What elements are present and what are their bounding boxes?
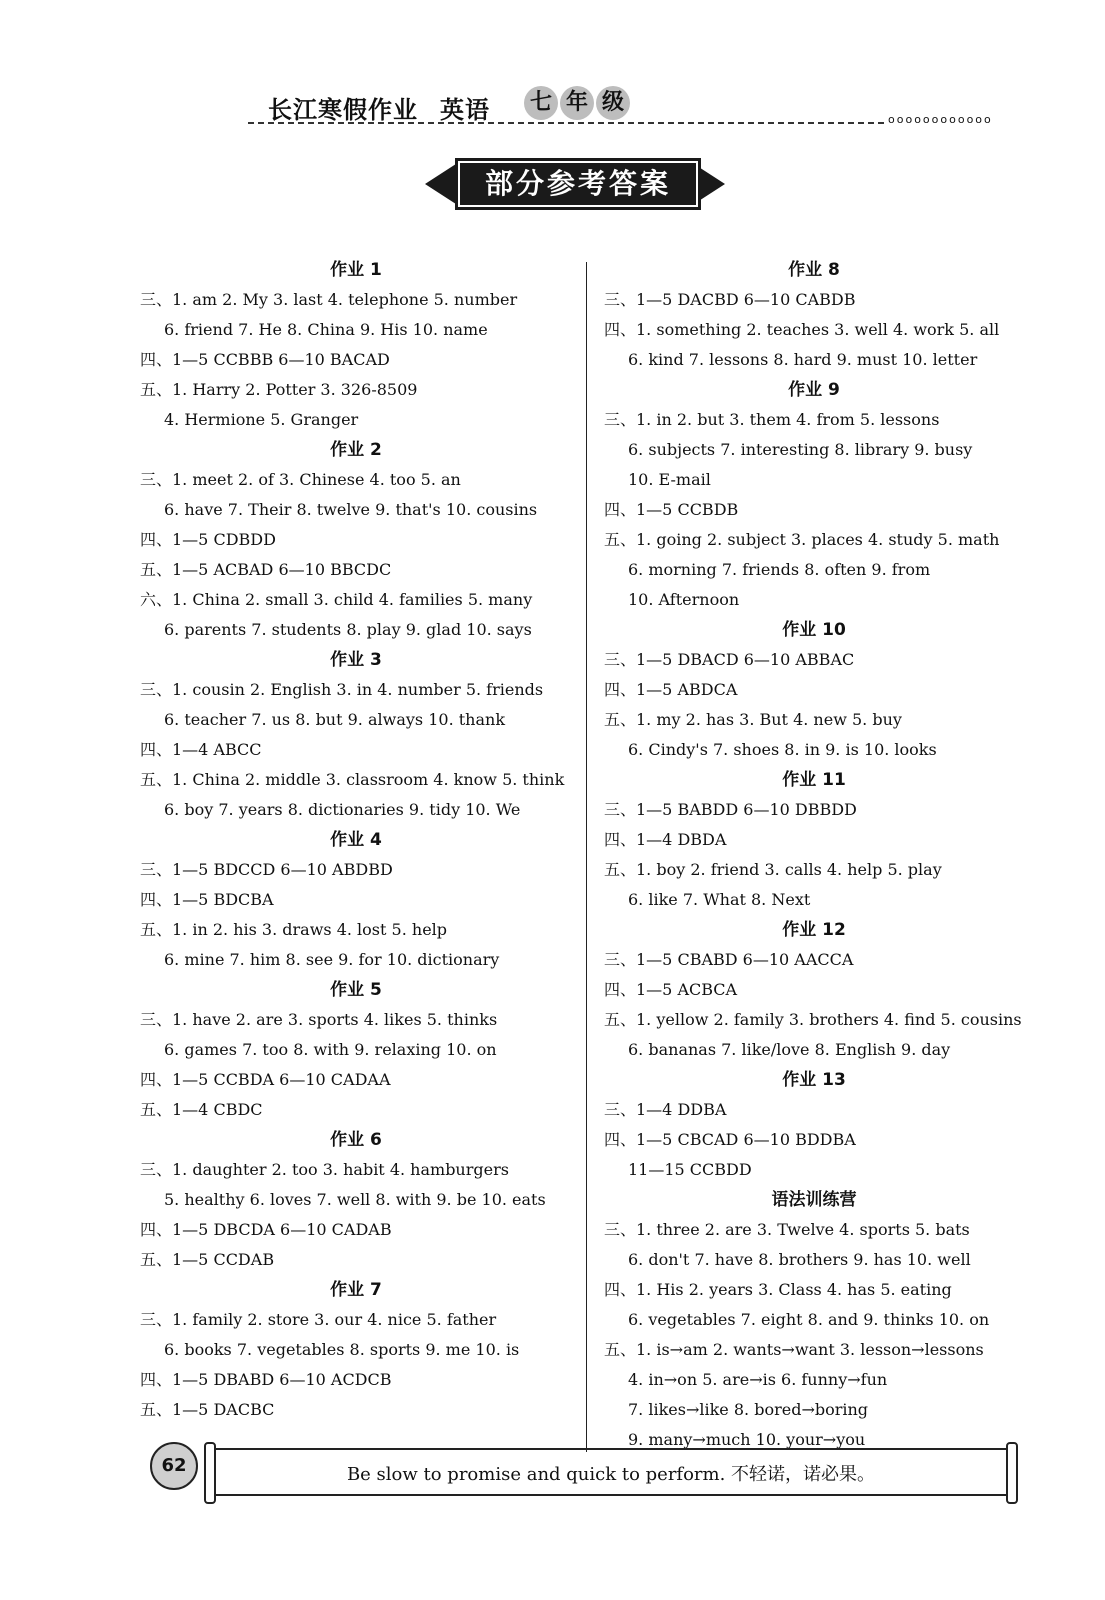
answer-line: 三、1. three 2. are 3. Twelve 4. sports 5. bats xyxy=(604,1220,970,1239)
answer-line: 6. Cindy's 7. shoes 8. in 9. is 10. looks xyxy=(628,740,937,759)
book-name: 长江寒假作业 xyxy=(268,96,418,124)
left-answer-column xyxy=(140,255,572,1425)
answer-line: 五、1—4 CBDC xyxy=(140,1100,263,1119)
answer-line: 6. teacher 7. us 8. but 9. always 10. thank xyxy=(164,710,506,729)
subject-name: 英语 xyxy=(440,96,490,124)
section-title: 作业 6 xyxy=(330,1130,382,1150)
answer-line: 11—15 CCBDD xyxy=(628,1160,752,1179)
answer-line: 四、1—4 ABCC xyxy=(140,740,262,759)
answer-line: 6. morning 7. friends 8. often 9. from xyxy=(628,560,931,579)
grade-char: 年 xyxy=(560,86,594,120)
answer-line: 三、1—5 DACBD 6—10 CABDB xyxy=(604,290,856,309)
answer-line: 五、1—5 DACBC xyxy=(140,1400,275,1419)
answer-line: 三、1—4 DDBA xyxy=(604,1100,727,1119)
answer-line: 三、1. meet 2. of 3. Chinese 4. too 5. an xyxy=(140,470,461,489)
answer-line: 五、1—5 ACBAD 6—10 BBCDC xyxy=(140,560,392,579)
answer-line: 五、1. yellow 2. family 3. brothers 4. find 5. cousins xyxy=(604,1010,1022,1029)
answer-line: 四、1—5 ABDCA xyxy=(604,680,738,699)
answer-line: 6. mine 7. him 8. see 9. for 10. dictionary xyxy=(164,950,500,969)
scroll-end-right xyxy=(1006,1442,1018,1504)
header-dots: oooooooooooo xyxy=(888,113,993,126)
section-title: 作业 3 xyxy=(330,650,382,670)
answer-line: 四、1—5 DBABD 6—10 ACDCB xyxy=(140,1370,392,1389)
answers-banner xyxy=(425,158,725,212)
answer-line: 6. kind 7. lessons 8. hard 9. must 10. letter xyxy=(628,350,978,369)
motto-text: Be slow to promise and quick to perform. 不轻诺，诺必果。 xyxy=(346,1464,876,1485)
page-footer xyxy=(150,1438,1050,1508)
answer-line: 三、1. cousin 2. English 3. in 4. number 5. friends xyxy=(140,680,544,699)
answer-line: 四、1. something 2. teaches 3. well 4. work 5. all xyxy=(604,320,1000,339)
answer-line: 6. subjects 7. interesting 8. library 9. busy xyxy=(628,440,973,459)
answer-line: 五、1—5 CCDAB xyxy=(140,1250,275,1269)
banner-title: 部分参考答案 xyxy=(455,158,701,210)
answer-line: 6. like 7. What 8. Next xyxy=(628,890,811,909)
answer-line: 四、1—5 CBCAD 6—10 BDDBA xyxy=(604,1130,856,1149)
answer-line: 四、1—5 CDBDD xyxy=(140,530,276,549)
answer-line: 5. healthy 6. loves 7. well 8. with 9. be 10. eats xyxy=(164,1190,546,1209)
answer-line: 三、1. have 2. are 3. sports 4. likes 5. thinks xyxy=(140,1010,498,1029)
answer-line: 五、1. is→am 2. wants→want 3. lesson→lessons xyxy=(604,1340,984,1359)
answer-line: 五、1. Harry 2. Potter 3. 326-8509 xyxy=(140,380,418,399)
section-title: 语法训练营 xyxy=(771,1190,857,1210)
answer-line: 6. don't 7. have 8. brothers 9. has 10. well xyxy=(628,1250,971,1269)
section-title: 作业 2 xyxy=(330,440,382,460)
answer-line: 四、1—5 ACBCA xyxy=(604,980,738,999)
grade-badges xyxy=(524,86,630,120)
column-divider xyxy=(586,262,587,1452)
answer-line: 9. many→much 10. your→you xyxy=(628,1430,866,1449)
page-header xyxy=(0,0,1105,140)
motto-scroll xyxy=(216,1448,1006,1496)
section-title: 作业 4 xyxy=(330,830,382,850)
answer-line: 三、1—5 BABDD 6—10 DBBDD xyxy=(604,800,857,819)
answer-line: 6. books 7. vegetables 8. sports 9. me 10. is xyxy=(164,1340,520,1359)
section-title: 作业 5 xyxy=(330,980,382,1000)
answer-line: 六、1. China 2. small 3. child 4. families 5. many xyxy=(140,590,533,609)
right-answer-column xyxy=(604,255,1024,1455)
answer-line: 三、1—5 DBACD 6—10 ABBAC xyxy=(604,650,855,669)
book-title xyxy=(268,90,490,125)
header-divider xyxy=(248,122,884,124)
section-title: 作业 11 xyxy=(782,770,846,790)
answer-line: 五、1. my 2. has 3. But 4. new 5. buy xyxy=(604,710,902,729)
section-title: 作业 8 xyxy=(788,260,840,280)
answer-line: 四、1. His 2. years 3. Class 4. has 5. eating xyxy=(604,1280,952,1299)
answer-line: 三、1. daughter 2. too 3. habit 4. hamburgers xyxy=(140,1160,509,1179)
section-title: 作业 12 xyxy=(782,920,846,940)
grade-char: 七 xyxy=(524,86,558,120)
answer-line: 四、1—5 CCBBB 6—10 BACAD xyxy=(140,350,390,369)
scroll-end-left xyxy=(204,1442,216,1504)
answer-line: 6. parents 7. students 8. play 9. glad 10. says xyxy=(164,620,532,639)
answer-line: 三、1. family 2. store 3. our 4. nice 5. father xyxy=(140,1310,497,1329)
answer-line: 10. E-mail xyxy=(628,470,711,489)
section-title: 作业 9 xyxy=(788,380,840,400)
answer-line: 7. likes→like 8. bored→boring xyxy=(628,1400,869,1419)
answer-line: 6. boy 7. years 8. dictionaries 9. tidy 10. We xyxy=(164,800,521,819)
answer-line: 10. Afternoon xyxy=(628,590,740,609)
answer-line: 五、1. in 2. his 3. draws 4. lost 5. help xyxy=(140,920,448,939)
answer-line: 6. friend 7. He 8. China 9. His 10. name xyxy=(164,320,488,339)
answer-line: 4. Hermione 5. Granger xyxy=(164,410,359,429)
answer-line: 三、1—5 BDCCD 6—10 ABDBD xyxy=(140,860,393,879)
answer-line: 四、1—5 CCBDA 6—10 CADAA xyxy=(140,1070,391,1089)
answer-line: 6. vegetables 7. eight 8. and 9. thinks 10. on xyxy=(628,1310,990,1329)
answer-line: 三、1. am 2. My 3. last 4. telephone 5. number xyxy=(140,290,518,309)
answer-line: 五、1. going 2. subject 3. places 4. study 5. math xyxy=(604,530,1000,549)
answer-line: 6. bananas 7. like/love 8. English 9. day xyxy=(628,1040,951,1059)
section-title: 作业 10 xyxy=(782,620,846,640)
answer-line: 三、1. in 2. but 3. them 4. from 5. lessons xyxy=(604,410,940,429)
answer-line: 四、1—4 DBDA xyxy=(604,830,727,849)
answer-line: 五、1. boy 2. friend 3. calls 4. help 5. play xyxy=(604,860,942,879)
answer-line: 四、1—5 BDCBA xyxy=(140,890,274,909)
answer-line: 三、1—5 CBABD 6—10 AACCA xyxy=(604,950,854,969)
answer-line: 6. games 7. too 8. with 9. relaxing 10. on xyxy=(164,1040,497,1059)
answer-line: 四、1—5 DBCDA 6—10 CADAB xyxy=(140,1220,392,1239)
answer-line: 4. in→on 5. are→is 6. funny→fun xyxy=(628,1370,888,1389)
answer-line: 五、1. China 2. middle 3. classroom 4. know 5. think xyxy=(140,770,565,789)
answer-line: 四、1—5 CCBDB xyxy=(604,500,739,519)
page-number: 62 xyxy=(150,1442,198,1490)
section-title: 作业 1 xyxy=(330,260,382,280)
banner-left-arrow xyxy=(425,162,459,206)
grade-char: 级 xyxy=(596,86,630,120)
section-title: 作业 7 xyxy=(330,1280,382,1300)
section-title: 作业 13 xyxy=(782,1070,846,1090)
answer-line: 6. have 7. Their 8. twelve 9. that's 10. cousins xyxy=(164,500,538,519)
